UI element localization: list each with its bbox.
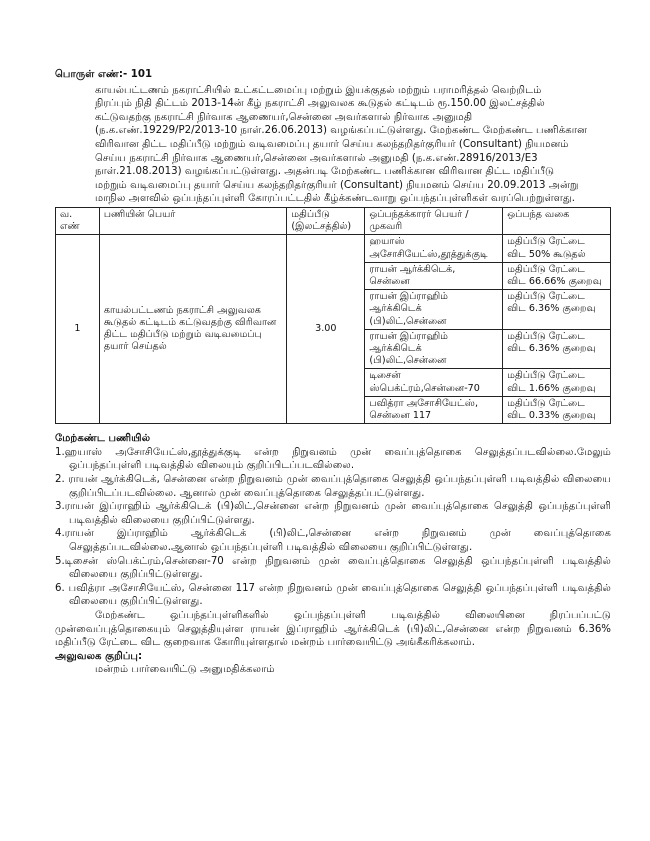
table-header-row — [56, 207, 611, 234]
tender-table — [55, 207, 611, 424]
intro-line: (ந.க.எண்.19229/P2/2013-10 நாள்.26.06.2013) வழங்கப்பட்டுள்ளது. மேற்கண்ட மேற்கண்ட பணிக்கான — [95, 125, 587, 137]
contractor-cell: ராயன் இப்ராஹிம் ஆர்க்கிடெக் (பி)லிட்,சென்னை — [365, 329, 503, 369]
work-section-title: மேற்கண்ட பணியில் — [55, 433, 151, 445]
work-name-cell: காயல்பட்டணம் நகராட்சி அலுவலக கூடுதல் கட்டிடம் கட்டுவதற்கு விரிவான திட்ட மதிப்பீடு மற்றும் வடிவமைப்பு தயார் செய்தல் — [99, 235, 286, 424]
intro-line: காயல்பட்டணம் நகராட்சியில் உட்கட்டமைப்பு மற்றும் இயக்குதல் மற்றும் பராமரித்தல் வெற்றிடம் — [95, 84, 542, 96]
intro-line: நிரப்பும் நிதி திட்டம் 2013-14ன் கீழ் நகராட்சி அலுவலக கூடுதல் கட்டிடம் ரூ.150.00 இலட்சத்தில் — [95, 98, 545, 110]
contractor-cell: பவித்ரா அசோசியேட்ஸ், சென்னை 117 — [365, 396, 503, 423]
estimate-cell: 3.00 — [287, 235, 365, 424]
table-row — [56, 235, 611, 262]
tender-type-cell: மதிப்பீடு ரேட்டை விட 66.66% குறைவு — [503, 262, 611, 289]
office-note-title: அலுவலக குறிப்பு: — [55, 650, 143, 662]
header-work-name: பணியின் பெயர் — [99, 207, 286, 234]
serial-cell: 1 — [56, 235, 100, 424]
header-tender-type: ஒப்பந்த வகை — [503, 207, 611, 234]
intro-line: செய்ய நகராட்சி நிர்வாக ஆணையர்,சென்னை அவர்களால் அனுமதி (ந.க.எண்.28916/2013/E3 — [95, 152, 538, 164]
list-item: 3.ராயன் இப்ராஹிம் ஆர்க்கிடெக் (பி)லிட்,சென்னை என்ற நிறுவனம் முன் வைப்புத்தொகை செலுத்தி ஒப்பந்தப்புள்ளி படிவத்தில் விலையை குறிப்பிட்டுள்ளது. — [55, 501, 611, 526]
tender-type-cell: மதிப்பீடு ரேட்டை விட 1.66% குறைவு — [503, 369, 611, 396]
document-page — [55, 68, 611, 677]
header-estimate: மதிப்பீடு (இலட்சத்தில்) — [287, 207, 365, 234]
intro-line: மாநில அளவில் ஒப்பந்தப்புள்ளி கோரப்பட்டதில் கீழ்க்கண்டவாறு ஒப்பந்தப்புள்ளிகள் வரப்பெற்றுள்ளது. — [95, 193, 576, 205]
list-item: 1.ஹயாஸ் அசோசியேட்ஸ்,தூத்துக்குடி என்ற நிறுவனம் முன் வைப்புத்தொகை செலுத்தப்படவில்லை.மேலும் ஒப்பந்தப்புள்ளி படிவத்தில் விலையும் குறிப்பிடப்படவில்லை. — [55, 446, 611, 472]
office-note-text: மன்றம் பார்வையிட்டு அனுமதிக்கலாம் — [95, 664, 275, 676]
list-item: 4.ராயன் இப்ராஹிம் ஆர்க்கிடெக் (பி)லிட்,சென்னை என்ற நிறுவனம் முன் வைப்புத்தொகை செலுத்தப்படவில்லை.ஆனால் ஒப்பந்தப்புள்ளி படிவத்தில் விலையை குறிப்பிட்டுள்ளது. — [55, 528, 611, 553]
intro-line: விரிவான திட்ட மதிப்பீடு மற்றும் வடிவமைப்பு தயார் செய்ய கலந்தறிதர்குரியர் (Consultant) நியமனம் — [95, 138, 569, 150]
header-serial: வ. எண் — [56, 207, 100, 234]
intro-paragraph — [55, 84, 611, 206]
tender-type-cell: மதிப்பீடு ரேட்டை விட 6.36% குறைவு — [503, 329, 611, 369]
bid-remarks-list — [55, 446, 611, 609]
subject-number-heading: பொருள் எண்:- 101 — [55, 69, 153, 80]
contractor-cell: ஹயாஸ் அசோசியேட்ஸ்,தூத்துக்குடி — [365, 235, 503, 262]
list-item: 6. பவித்ரா அசோசியேட்ஸ், சென்னை 117 என்ற நிறுவனம் முன் வைப்புத்தொகை செலுத்தி ஒப்பந்தப்புள்ளி படிவத்தில் விலையை குறிப்பிட்டுள்ளது. — [55, 582, 611, 608]
intro-line: மற்றும் வடிவமைப்பு தயார் செய்ய கலந்தறிதர்குரியர் (Consultant) நியமனம் செய்ய 20.09.2013 அன்று — [95, 179, 579, 191]
list-item: 2. ராயன் ஆர்க்கிடெக், சென்னை என்ற நிறுவனம் முன் வைப்புத்தொகை செலுத்தி ஒப்பந்தப்புள்ளி படிவத்தில் விலையை குறிப்பிடப்படவில்லை. ஆனால் முன் வைப்புத்தொகை செலுத்தப்பட்டுள்ளது. — [55, 473, 611, 499]
closing-paragraph: மேற்கண்ட ஒப்பந்தப்புள்ளிகளில் ஒப்பந்தப்புள்ளி படிவத்தில் விலையினை நிரப்பப்பட்டு முன்வைப்புத்தொகையும் செலுத்தியுள்ள ராயன் இப்ராஹிம் ஆர்க்கிடெக் (பி)லிட்,சென்னை என்ற நிறுவனம் 6.36% மதிப்பீடு ரேட்டை விட குறைவாக கோரியுள்ளதால் மன்றம் பார்வையிட்டு அங்கீகரிக்கலாம். — [55, 609, 611, 649]
intro-line: நாள்.21.08.2013) வழங்கப்பட்டுள்ளது. அதன்படி மேற்கண்ட பணிக்கான விரிவான திட்ட மதிப்பீடு — [95, 166, 555, 178]
header-contractor: ஒப்பந்தக்காரர் பெயர் / முகவரி — [365, 207, 503, 234]
contractor-cell: ராயன் இப்ராஹிம் ஆர்க்கிடெக் (பி)லிட்,சென்னை — [365, 290, 503, 330]
intro-line: கட்டுவதற்கு நகராட்சி நிர்வாக ஆணையர்,சென்னை அவர்களால் நிர்வாக அனுமதி — [95, 111, 473, 123]
tender-type-cell: மதிப்பீடு ரேட்டை விட 50% கூடுதல் — [503, 235, 611, 262]
tender-type-cell: மதிப்பீடு ரேட்டை விட 6.36% குறைவு — [503, 290, 611, 330]
list-item: 5.டிசைன் ஸ்பெக்ட்ரம்,சென்னை-70 என்ற நிறுவனம் முன் வைப்புத்தொகை செலுத்தி ஒப்பந்தப்புள்ளி படிவத்தில் விலையை குறிப்பிட்டுள்ளது. — [55, 555, 611, 581]
tender-type-cell: மதிப்பீடு ரேட்டை விட 0.33% குறைவு — [503, 396, 611, 423]
contractor-cell: டிசைன் ஸ்பெக்ட்ரம்,சென்னை-70 — [365, 369, 503, 396]
contractor-cell: ராயன் ஆர்க்கிடெக், சென்னை — [365, 262, 503, 289]
